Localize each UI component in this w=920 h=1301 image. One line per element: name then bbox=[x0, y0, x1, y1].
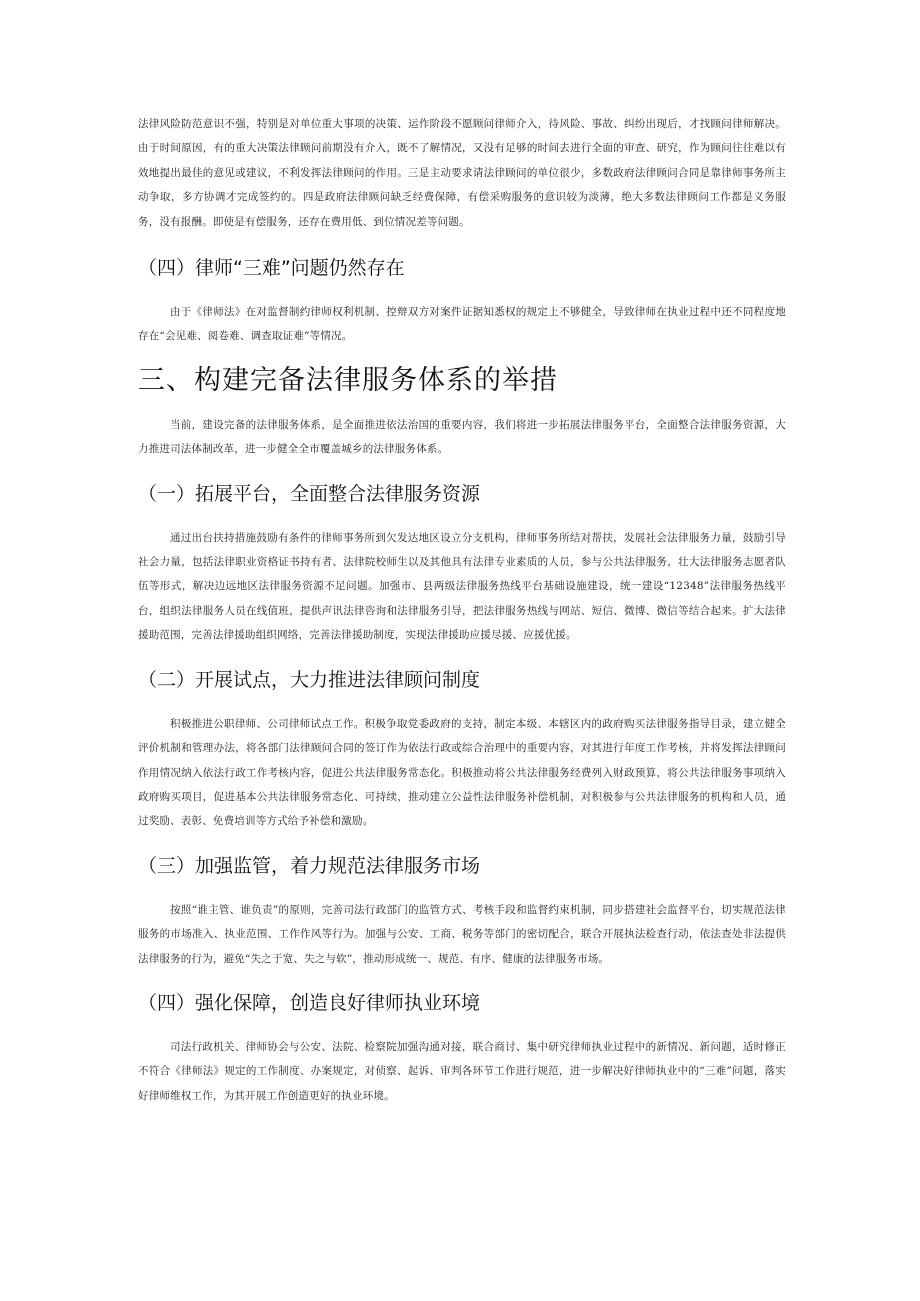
section-heading-guarantee: （四）强化保障，创造良好律师执业环境 bbox=[138, 991, 481, 1014]
guarantee-paragraph: 司法行政机关、律师协会与公安、法院、检察院加强沟通对接，联合商讨、集中研究律师执业过程中的新情况、新问题，适时修正不符合《律师法》规定的工作制度、办案规定，对侦察、起诉、审判各环节工作进行规范，进一步解决好律师执业中的“三难”问题，落实好律师维权工作，为其开展工作创造更好的执业环境。 bbox=[138, 1040, 786, 1102]
document-page bbox=[138, 112, 786, 1108]
expand-platform-paragraph: 通过出台扶持措施鼓励有条件的律师事务所到欠发达地区设立分支机构，律师事务所结对帮扶，发展社会法律服务力量，鼓励引导社会力量，包括法律职业资格证书持有者、法律院校师生以及其他具有法律专业素质的人员，参与公共法律服务，壮大法律服务志愿者队伍等形式，解决边远地区法律服务资源不足问题。加强市、县两级法律服务热线平台基础设施建设，统一建设“12348”法律服务热线平台，组织法律服务人员在线值班，提供声讯法律咨询和法律服务引导，把法律服务热线与网站、短信、微博、微信等结合起来。扩大法律援助范围，完善法律援助组织网络，完善法律援助制度，实现法律援助应援尽援、应援优援。 bbox=[138, 531, 786, 642]
section-heading-pilot-program: （二）开展试点，大力推进法律顾问制度 bbox=[138, 668, 481, 691]
section-heading-expand-platform: （一）拓展平台，全面整合法律服务资源 bbox=[138, 482, 481, 505]
pilot-program-paragraph: 积极推进公职律师、公司律师试点工作。积极争取党委政府的支持，制定本级、本辖区内的政府购买法律服务指导目录，建立健全评价机制和管理办法，将各部门法律顾问合同的签订作为依法行政或综合治理中的重要内容，对其进行年度工作考核，并将发挥法律顾问作用情况纳入依法行政工作考核内容，促进公共法律服务常态化。积极推动将公共法律服务经费列入财政预算，将公共法律服务事项纳入政府购买项目，促进基本公共法律服务常态化、可持续，推动建立公益性法律服务补偿机制，对积极参与公共法律服务的机构和人员，通过奖励、表彰、免费培训等方式给予补偿和激励。 bbox=[138, 717, 786, 828]
section-heading-lawyer-difficulties: （四）律师“三难”问题仍然存在 bbox=[138, 257, 405, 280]
intro-paragraph: 法律风险防范意识不强，特别是对单位重大事项的决策、运作阶段不愿顾问律师介入，待风险、事故、纠纷出现后，才找顾问律师解决。由于时间原因，有的重大决策法律顾问前期没有介入，既不了解情况，又没有足够的时间去进行全面的审查、研究，作为顾问往往难以有效地提出最佳的意见或建议，不利发挥法律顾问的作用。三是主动要求请法律顾问的单位很少，多数政府法律顾问合同是靠律师事务所主动争取，多方协调才完成签约的。四是政府法律顾问缺乏经费保障，有偿采购服务的意识较为淡薄，绝大多数法律顾问工作都是义务服务，没有报酬。即使是有偿服务，还存在费用低、到位情况差等问题。 bbox=[138, 118, 786, 228]
supervision-paragraph: 按照“谁主管、谁负责”的原则，完善司法行政部门的监管方式、考核手段和监督约束机制，同步搭建社会监督平台，切实规范法律服务的市场准入、执业范围、工作作风等行为。加强与公安、工商、税务等部门的密切配合，联合开展执法检查行动，依法查处非法提供法律服务的行为，避免“失之于宽、失之与软”，推动形成统一、规范、有序、健康的法律服务市场。 bbox=[138, 903, 786, 965]
lawyer-difficulties-paragraph: 由于《律师法》在对监督制约律师权利机制、控辩双方对案件证据知悉权的规定上不够健全，导致律师在执业过程中还不同程度地存在“会见难、阅卷难、调查取证难”等情况。 bbox=[138, 306, 786, 343]
chapter-heading-measures: 三、构建完备法律服务体系的举措 bbox=[138, 364, 558, 396]
section-heading-supervision: （三）加强监管，着力规范法律服务市场 bbox=[138, 854, 481, 877]
measures-intro-paragraph: 当前，建设完备的法律服务体系，是全面推进依法治国的重要内容，我们将进一步拓展法律服务平台，全面整合法律服务资源，大力推进司法体制改革，进一步健全全市覆盖城乡的法律服务体系。 bbox=[138, 418, 786, 456]
